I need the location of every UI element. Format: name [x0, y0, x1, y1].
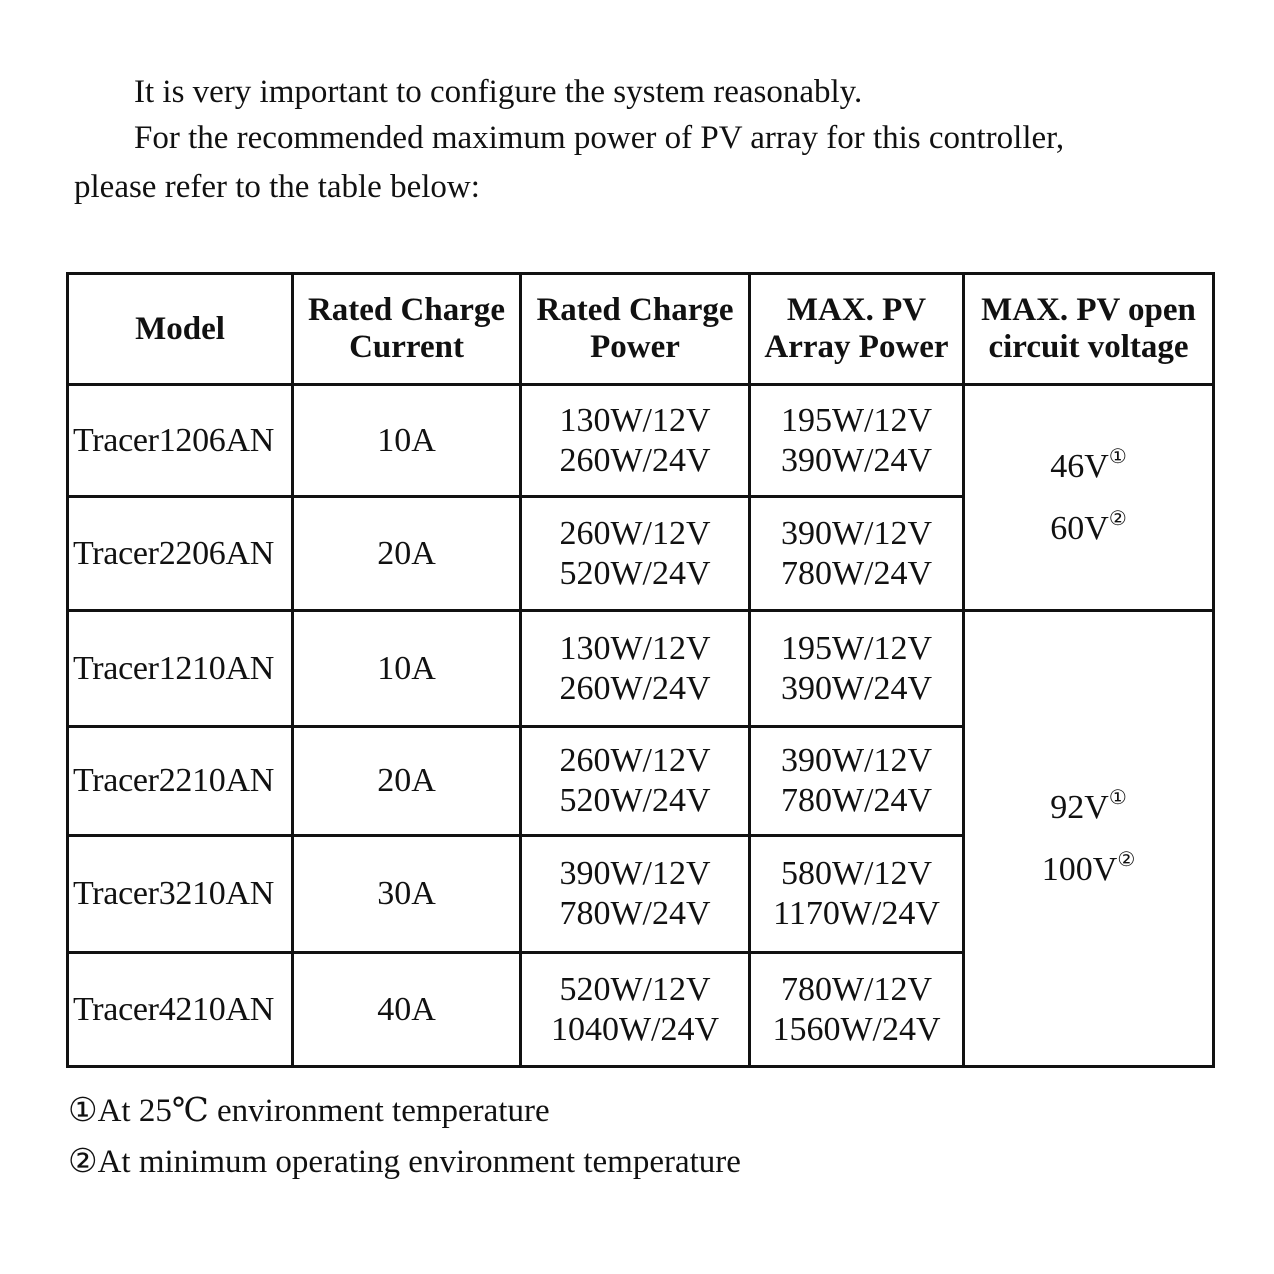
footnote-2: ②At minimum operating environment temperature — [68, 1144, 741, 1180]
table-row — [68, 611, 1214, 727]
rated-power-cell: 390W/12V 780W/24V — [521, 836, 750, 953]
current-cell: 30A — [293, 836, 521, 953]
header-rated-charge-power: Rated Charge Power — [521, 274, 750, 385]
rated-power-cell: 130W/12V 260W/24V — [521, 385, 750, 497]
header-max-pv-open-circuit-voltage: MAX. PV open circuit voltage — [964, 274, 1214, 385]
rated-power-cell: 260W/12V 520W/24V — [521, 497, 750, 611]
model-cell: Tracer1210AN — [68, 611, 293, 727]
current-cell: 10A — [293, 611, 521, 727]
model-cell: Tracer2210AN — [68, 727, 293, 836]
pv-voltage-cell-group-2: 92V① 100V② — [964, 611, 1214, 1067]
header-model: Model — [68, 274, 293, 385]
intro-line-1: It is very important to configure the system reasonably. — [134, 74, 863, 110]
rated-power-cell: 520W/12V 1040W/24V — [521, 953, 750, 1067]
footnotes — [68, 1095, 741, 1197]
pv-voltage-cell-group-1: 46V① 60V② — [964, 385, 1214, 611]
current-cell: 10A — [293, 385, 521, 497]
table-header-row — [68, 274, 1214, 385]
pv-power-cell: 195W/12V 390W/24V — [750, 385, 964, 497]
rated-power-cell: 260W/12V 520W/24V — [521, 727, 750, 836]
rated-power-cell: 130W/12V 260W/24V — [521, 611, 750, 727]
pv-power-cell: 780W/12V 1560W/24V — [750, 953, 964, 1067]
current-cell: 20A — [293, 497, 521, 611]
header-rated-charge-current: Rated Charge Current — [293, 274, 521, 385]
model-cell: Tracer3210AN — [68, 836, 293, 953]
pv-array-power-table — [66, 272, 1215, 1068]
header-max-pv-array-power: MAX. PV Array Power — [750, 274, 964, 385]
footnote-1: ①At 25℃ environment temperature — [68, 1093, 550, 1129]
intro-line-2: For the recommended maximum power of PV array for this controller, — [134, 120, 1065, 156]
current-cell: 40A — [293, 953, 521, 1067]
intro-line-3: please refer to the table below: — [74, 169, 480, 205]
pv-power-cell: 390W/12V 780W/24V — [750, 727, 964, 836]
current-cell: 20A — [293, 727, 521, 836]
model-cell: Tracer2206AN — [68, 497, 293, 611]
model-cell: Tracer4210AN — [68, 953, 293, 1067]
pv-power-cell: 390W/12V 780W/24V — [750, 497, 964, 611]
pv-power-cell: 580W/12V 1170W/24V — [750, 836, 964, 953]
table-row — [68, 385, 1214, 497]
model-cell: Tracer1206AN — [68, 385, 293, 497]
pv-power-cell: 195W/12V 390W/24V — [750, 611, 964, 727]
